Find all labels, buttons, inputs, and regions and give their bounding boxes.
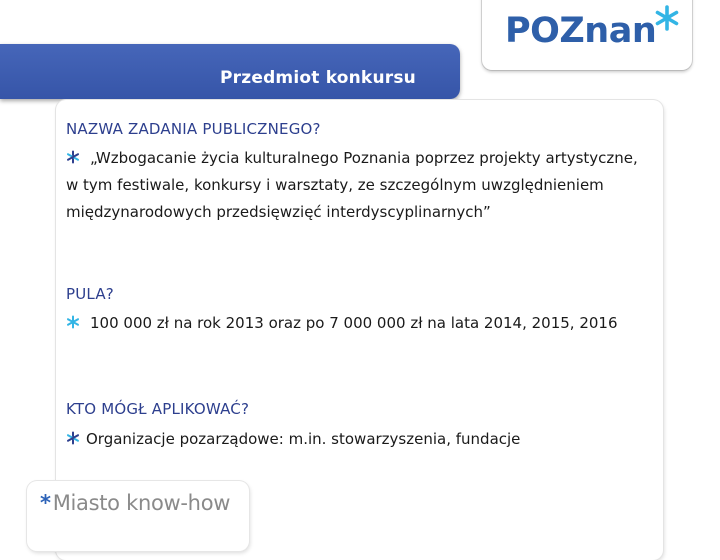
asterisk-star-icon: [653, 4, 681, 32]
section-heading-pool: PULA?: [66, 285, 114, 303]
footer-slogan: [40, 491, 230, 515]
section-text: „Wzbogacanie życia kulturalnego Poznania poprzez projekty artystyczne, w tym festiwale, konkursy i warsztaty, ze szczególnym uwzględnieniem międzynarodowych przedsięwzięć interdyscyplinarnych”: [66, 149, 638, 221]
section-text: 100 000 zł na rok 2013 oraz po 7 000 000 zł na lata 2014, 2015, 2016: [90, 314, 618, 332]
page-title: Przedmiot konkursu: [220, 68, 416, 88]
section-text-who-applied: [66, 426, 646, 453]
asterisk-bullet-icon: [66, 150, 80, 164]
asterisk-bullet-icon: [66, 315, 80, 329]
section-text-task-name: [66, 145, 646, 226]
footer-slogan-text: Miasto know-how: [52, 491, 231, 515]
section-text: Organizacje pozarządowe: m.in. stowarzyszenia, fundacje: [86, 430, 521, 448]
poznan-logo-text: POZnan: [505, 11, 657, 51]
section-heading-who-applied: KTO MÓGŁ APLIKOWAĆ?: [66, 400, 250, 418]
asterisk-bullet-icon: [66, 431, 80, 445]
footer-asterisk-icon: *: [40, 491, 51, 515]
section-text-pool: [66, 310, 646, 337]
section-heading-task-name: NAZWA ZADANIA PUBLICZNEGO?: [66, 120, 321, 138]
